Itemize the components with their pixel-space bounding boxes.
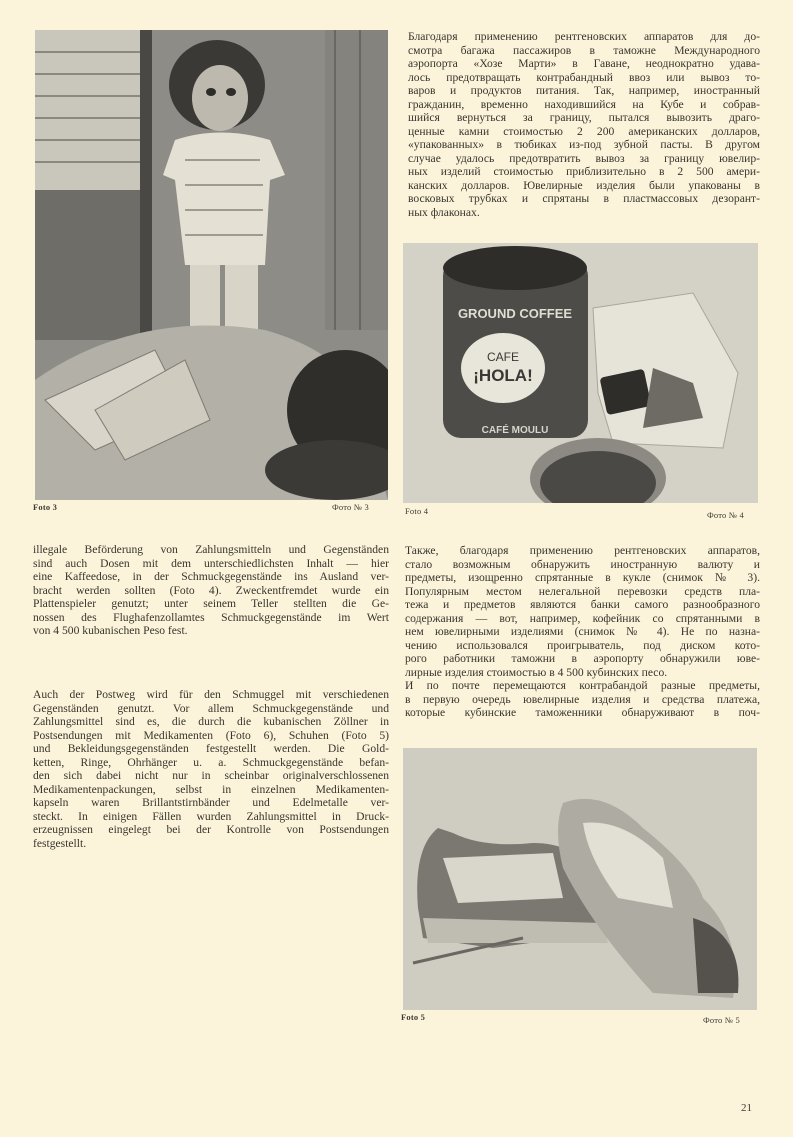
can-label-hola: ¡HOLA! [473, 366, 533, 385]
text-line: Также, благодаря применению рентгеновских аппаратов, [405, 544, 760, 557]
text-line: Postsendungen mit Medikamenten (Foto 6), Schuhen (Foto 5) [33, 728, 389, 742]
text-line: den sich dabei nicht nur in scheinbar originalverschlossenen [33, 769, 389, 782]
text-line: Medikamentenpackungen, selbst in einzelnen Medikamenten- [33, 782, 389, 796]
text-line: Gegenständen genutzt. Vor allem Schmuckgegenstände und [33, 701, 389, 715]
text-line: bracht werden sollten (Foto 4). Zweckentfremdet wurde ein [33, 583, 389, 597]
text-line: Auch der Postweg wird für den Schmuggel mit verschiedenen [33, 688, 389, 701]
photo-coffee-can-foto4 [403, 243, 758, 503]
text-line: смотра багажа пассажиров в таможне Международного [408, 43, 760, 57]
text-line: nossen des Flughafenzollamtes Schmuckgegenstände im Wert [33, 610, 389, 624]
text-line: предметы, изощренно спрятанные в кукле (снимок № 3). [405, 571, 760, 584]
page-number: 21 [741, 1102, 752, 1114]
text-line: «упакованных» в тюбиках из-под зубной пасты. В другом [408, 138, 760, 151]
text-line: und Bekleidungsgegenständen festgestellt werden. Die Gold- [33, 742, 389, 755]
text-line: случае удалось предотвратить вывоз за границу ювелир- [408, 151, 760, 165]
coffee-can-illustration [403, 243, 758, 503]
text-line: стало возможным обнаружить иностранную валюту и [405, 557, 760, 571]
text-line: гражданин, временно находившийся на Кубе и собрав- [408, 97, 760, 111]
text-line: ценные камни стоимостью 2 200 американских долларов, [408, 124, 760, 138]
text-line: von 4 500 kubanischen Peso fest. [33, 624, 188, 637]
text-line: ных флаконах. [408, 205, 480, 219]
text-line: eine Kaffeedose, in der Schmuckgegenstände ins Ausland ver- [33, 570, 389, 583]
photo-doll-foto3 [35, 30, 388, 500]
text-line: И по почте перемещаются контрабандой разные предметы, [405, 679, 760, 692]
text-line: шийся вернуться за границу, пытался вывозить драго- [408, 111, 760, 124]
text-line: лось предотвращать контрабандный ввоз или вывоз то- [408, 70, 760, 84]
doll-with-currency-illustration [35, 30, 388, 500]
photo3-caption-de: Foto 3 [33, 502, 58, 512]
text-line: канских долларов. Ювелирные изделия были упакованы в [408, 178, 760, 192]
text-line: Plattenspieler genutzt; unter seinem Teller stellten die Ge- [33, 597, 389, 610]
text-line: в первую очередь ювелирные изделия и средства платежа, [405, 692, 760, 706]
photo4-caption-ru: Фото № 4 [707, 510, 744, 520]
text-line: аэропорта «Хозе Марти» в Гаване, неоднократно удава- [408, 57, 760, 70]
de-paragraph-1 [33, 543, 389, 638]
can-label-ground-coffee: GROUND COFFEE [457, 306, 573, 321]
text-line: которые кубинские таможенники обнаруживают в поч- [405, 706, 760, 719]
can-label-cafe-moulu: CAFÉ MOULU [481, 425, 549, 436]
text-line: Популярным местом нелегальной перевозки средств пла- [405, 584, 760, 598]
photo5-caption-ru: Фото № 5 [703, 1015, 740, 1025]
photo3-caption-ru: Фото № 3 [332, 502, 369, 512]
text-line: лирные изделия стоимостью в 4 500 кубинских песо. [405, 665, 668, 679]
text-line: kapseln waren Brillantstirnbänder und Edelmetalle ver- [33, 796, 389, 809]
text-line: восковых трубках и спрятаны в пластмассовых дезорант- [408, 192, 760, 205]
photo5-caption-de: Foto 5 [401, 1012, 426, 1022]
text-line: рого работники таможни в аэропорту обнаружили юве- [405, 652, 760, 665]
text-line: варов и продуктов питания. Так, например, иностранный [408, 84, 760, 97]
can-label-cafe: CAFE [486, 350, 520, 364]
text-line: тежа и предметов являются банки самого разнообразного [405, 598, 760, 611]
ru-paragraph-top [408, 30, 760, 219]
text-line: illegale Beförderung von Zahlungsmitteln und Gegenständen [33, 543, 389, 556]
text-line: steckt. In einigen Fällen wurden Zahlungsmittel in Druck- [33, 809, 389, 823]
text-line: содержания — вот, например, кофейник со спрятанными в [405, 611, 760, 625]
text-line: erzeugnissen eingelegt bei der Kontrolle von Postsendungen [33, 823, 389, 836]
ru-paragraph-mid [405, 544, 760, 720]
text-line: чению использовался проигрыватель, под диском кото- [405, 638, 760, 652]
text-line: ketten, Ringe, Ohrhänger u. a. Schmuckgegenstände befan- [33, 755, 389, 769]
text-line: Zahlungsmittel sind es, die durch die kubanischen Zöllner in [33, 715, 389, 728]
shoes-illustration [403, 748, 757, 1010]
text-line: sind auch Dosen mit dem unterschiedlichsten Inhalt — hier [33, 556, 389, 570]
de-paragraph-2 [33, 688, 389, 850]
text-line: Благодаря применению рентгеновских аппаратов для до- [408, 30, 760, 43]
text-line: ных изделий стоимостью приблизительно в 2 500 амери- [408, 165, 760, 178]
text-line: нем ювелирными изделиями (снимок № 4). Не по назна- [405, 625, 760, 638]
photo4-caption-de: Foto 4 [405, 506, 429, 516]
text-line: festgestellt. [33, 836, 87, 850]
photo-shoes-foto5 [403, 748, 757, 1010]
